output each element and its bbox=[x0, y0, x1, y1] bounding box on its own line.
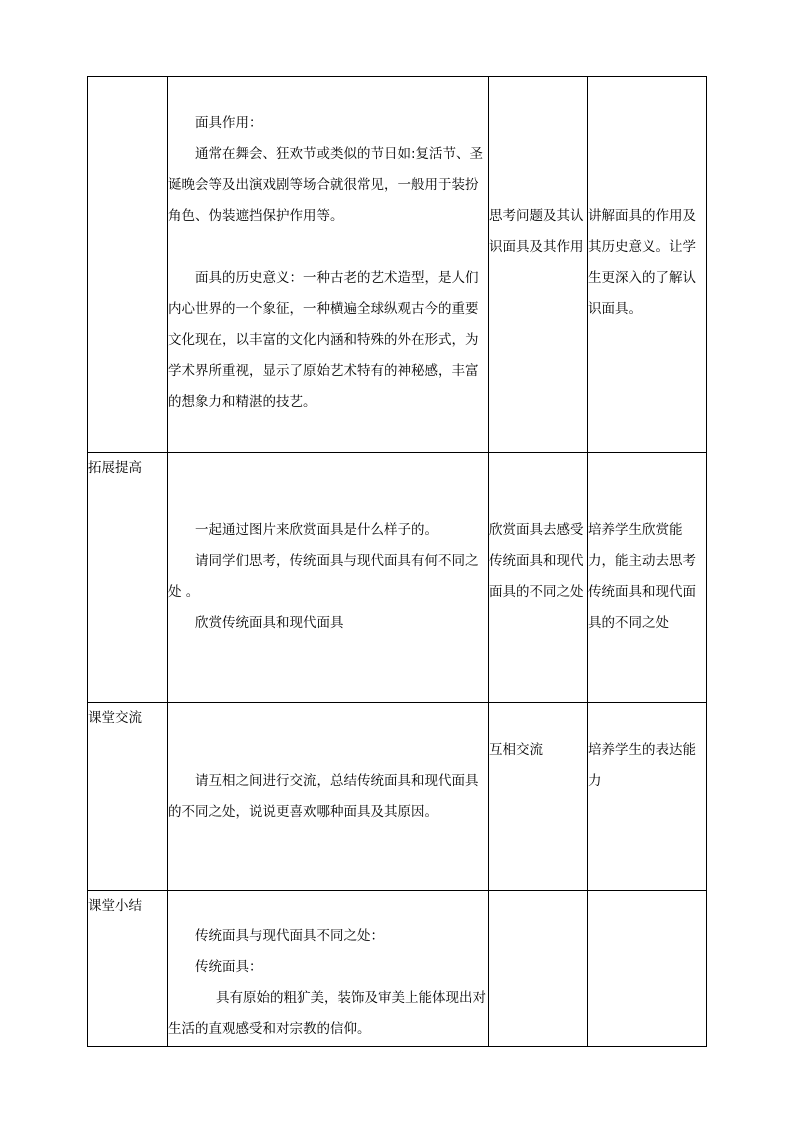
stage-cell: 课堂交流 bbox=[88, 703, 168, 891]
student-activity-cell bbox=[489, 453, 588, 703]
student-activity-cell bbox=[489, 77, 588, 453]
student-activity-cell bbox=[489, 891, 588, 1047]
content-cell bbox=[168, 891, 489, 1047]
content-cell bbox=[168, 453, 489, 703]
table-row bbox=[88, 77, 707, 453]
content-paragraph: 面具的历史意义：一种古老的艺术造型，是人们内心世界的一个象征，一种横遍全球纵观古今的重要文化现在，以丰富的文化内涵和特殊的外在形式，为学术界所重视，显示了原始艺术特有的神秘感，丰富的想象力和精湛的技艺。 bbox=[168, 270, 479, 410]
table-row bbox=[88, 703, 707, 891]
stage-cell: 拓展提高 bbox=[88, 453, 168, 703]
design-intent-text: 培养学生的表达能力 bbox=[588, 742, 696, 789]
design-intent-text: 讲解面具的作用及其历史意义。让学生更深入的了解认识面具。 bbox=[588, 208, 696, 317]
content-paragraph: 面具作用： bbox=[195, 115, 263, 131]
design-intent-text: 培养学生欣赏能力，能主动去思考传统面具和现代面具的不同之处 bbox=[588, 522, 696, 631]
lesson-plan-table bbox=[87, 76, 707, 1047]
content-cell bbox=[168, 703, 489, 891]
stage-cell: 课堂小结 bbox=[88, 891, 168, 1047]
content-paragraph: 请互相之间进行交流，总结传统面具和现代面具的不同之处，说说更喜欢哪种面具及其原因。 bbox=[168, 773, 479, 820]
student-activity-text: 互相交流 bbox=[489, 742, 543, 758]
design-intent-cell bbox=[588, 703, 707, 891]
table-row bbox=[88, 453, 707, 703]
design-intent-cell bbox=[588, 891, 707, 1047]
content-paragraph: 一起通过图片来欣赏面具是什么样子的。 bbox=[195, 522, 438, 538]
student-activity-text: 欣赏面具去感受传统面具和现代面具的不同之处 bbox=[489, 522, 584, 600]
content-paragraph: 请同学们思考，传统面具与现代面具有何不同之处 。 bbox=[168, 553, 479, 600]
content-cell bbox=[168, 77, 489, 453]
content-paragraph: 通常在舞会、狂欢节或类似的节日如:复活节、圣诞晚会等及出演戏剧等场合就很常见，一般用于装扮角色、伪装遮挡保护作用等。 bbox=[168, 146, 484, 224]
design-intent-cell bbox=[588, 453, 707, 703]
content-paragraph: 具有原始的粗犷美，装饰及审美上能体现出对生活的直观感受和对宗教的信仰。 bbox=[168, 990, 486, 1037]
student-activity-text: 思考问题及其认识面具及其作用 bbox=[489, 208, 584, 255]
table-row bbox=[88, 891, 707, 1047]
design-intent-cell bbox=[588, 77, 707, 453]
student-activity-cell bbox=[489, 703, 588, 891]
content-paragraph: 传统面具： bbox=[195, 959, 263, 975]
stage-cell bbox=[88, 77, 168, 453]
content-paragraph: 传统面具与现代面具不同之处： bbox=[195, 928, 384, 944]
content-paragraph: 欣赏传统面具和现代面具 bbox=[195, 615, 344, 631]
